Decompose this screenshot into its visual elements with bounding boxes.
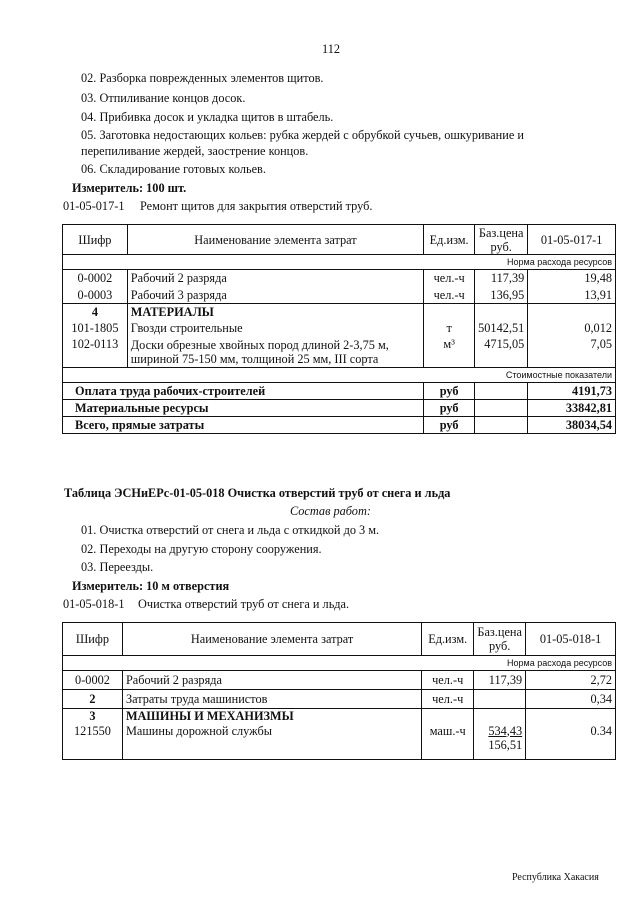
- row-unit: чел.-ч: [422, 671, 474, 690]
- header-name: Наименование элемента затрат: [122, 623, 421, 656]
- resource-table-2: [62, 622, 616, 760]
- total-value: 4191,73: [528, 383, 616, 400]
- row-value: 7,05: [528, 337, 616, 368]
- work-item: 02. Переходы на другую сторону сооружения.: [81, 542, 322, 556]
- header-name: Наименование элемента затрат: [127, 225, 423, 255]
- row-name: Рабочий 2 разряда: [122, 671, 421, 690]
- norm-label: Норма расхода ресурсов: [63, 255, 616, 270]
- item-title: Ремонт щитов для закрытия отверстий труб.: [140, 199, 373, 213]
- total-name: Всего, прямые затраты: [63, 417, 424, 434]
- section-number: 4: [63, 304, 128, 320]
- row-unit: чел.-ч: [424, 270, 475, 287]
- row-name: Доски обрезные хвойных пород длиной 2-3,75 м, шириной 75-150 мм, толщиной 25 мм, III сорта: [127, 337, 423, 368]
- row-code: 102-0113: [63, 337, 128, 368]
- total-unit: руб: [424, 383, 475, 400]
- work-item: 03. Переезды.: [81, 560, 154, 574]
- row-code: 0-0003: [63, 287, 128, 304]
- item-code: 01-05-017-1: [63, 199, 125, 213]
- row-value: 2,72: [526, 671, 616, 690]
- row-value: 13,91: [528, 287, 616, 304]
- header-unit: Ед.изм.: [422, 623, 474, 656]
- row-price: 117,39: [474, 671, 526, 690]
- work-item: 01. Очистка отверстий от снега и льда с откидкой до 3 м.: [81, 523, 380, 537]
- row-code: 121550: [63, 724, 123, 760]
- composition-label: Состав работ:: [290, 504, 371, 518]
- norm-label: Норма расхода ресурсов: [63, 656, 616, 671]
- row-unit: чел.-ч: [422, 690, 474, 709]
- row-code: 0-0002: [63, 671, 123, 690]
- work-item: 03. Отпиливание концов досок.: [81, 91, 246, 105]
- work-item: 04. Прибивка досок и укладка щитов в штабель.: [81, 110, 334, 124]
- item-title: Очистка отверстий труб от снега и льда.: [138, 597, 350, 611]
- row-unit: т: [424, 320, 475, 337]
- cost-label: Стоимостные показатели: [63, 368, 616, 383]
- row-price: 4715,05: [475, 337, 528, 368]
- total-unit: руб: [424, 417, 475, 434]
- row-price: 117,39: [475, 270, 528, 287]
- work-item-continuation: перепиливание жердей, заострение концов.: [81, 144, 309, 158]
- row-code: 101-1805: [63, 320, 128, 337]
- header-price: Баз.цена руб.: [474, 623, 526, 656]
- work-item: 06. Складирование готовых кольев.: [81, 162, 266, 176]
- table-title: Таблица ЭСНиЕРс-01-05-018 Очистка отверстий труб от снега и льда: [64, 486, 451, 500]
- measure-unit: Измеритель: 100 шт.: [72, 181, 187, 195]
- row-name: Рабочий 2 разряда: [127, 270, 423, 287]
- footer-region: Республика Хакасия: [512, 872, 599, 883]
- page-number: 112: [322, 42, 340, 56]
- total-value: 38034,54: [528, 417, 616, 434]
- header-price: Баз.цена руб.: [475, 225, 528, 255]
- row-code: 2: [63, 690, 123, 709]
- row-unit: м³: [424, 337, 475, 368]
- row-value: 0,34: [526, 690, 616, 709]
- row-name: Гвозди строительные: [127, 320, 423, 337]
- section-number: 3: [63, 709, 123, 724]
- total-unit: руб: [424, 400, 475, 417]
- row-value: 0.34: [526, 724, 616, 760]
- header-code: Шифр: [63, 623, 123, 656]
- section-title: МАШИНЫ И МЕХАНИЗМЫ: [122, 709, 421, 724]
- row-code: 0-0002: [63, 270, 128, 287]
- work-item: 05. Заготовка недостающих кольев: рубка жердей с обрубкой сучьев, ошкуривание и: [81, 128, 524, 142]
- total-value: 33842,81: [528, 400, 616, 417]
- row-name: Затраты труда машинистов: [122, 690, 421, 709]
- item-code: 01-05-018-1: [63, 597, 125, 611]
- header-column-code: 01-05-017-1: [528, 225, 616, 255]
- measure-unit: Измеритель: 10 м отверстия: [72, 579, 230, 593]
- work-item: 02. Разборка поврежденных элементов щитов.: [81, 71, 324, 85]
- header-code: Шифр: [63, 225, 128, 255]
- header-column-code: 01-05-018-1: [526, 623, 616, 656]
- row-unit: маш.-ч: [422, 724, 474, 760]
- header-unit: Ед.изм.: [424, 225, 475, 255]
- row-value: 0,012: [528, 320, 616, 337]
- total-name: Материальные ресурсы: [63, 400, 424, 417]
- row-value: 19,48: [528, 270, 616, 287]
- row-unit: чел.-ч: [424, 287, 475, 304]
- row-price: 136,95: [475, 287, 528, 304]
- row-price: 534,43 156,51: [474, 724, 526, 760]
- row-price: [474, 690, 526, 709]
- row-name: Машины дорожной службы: [122, 724, 421, 760]
- row-name: Рабочий 3 разряда: [127, 287, 423, 304]
- total-name: Оплата труда рабочих-строителей: [63, 383, 424, 400]
- section-title: МАТЕРИАЛЫ: [127, 304, 423, 320]
- resource-table-1: [62, 224, 616, 434]
- row-price: 50142,51: [475, 320, 528, 337]
